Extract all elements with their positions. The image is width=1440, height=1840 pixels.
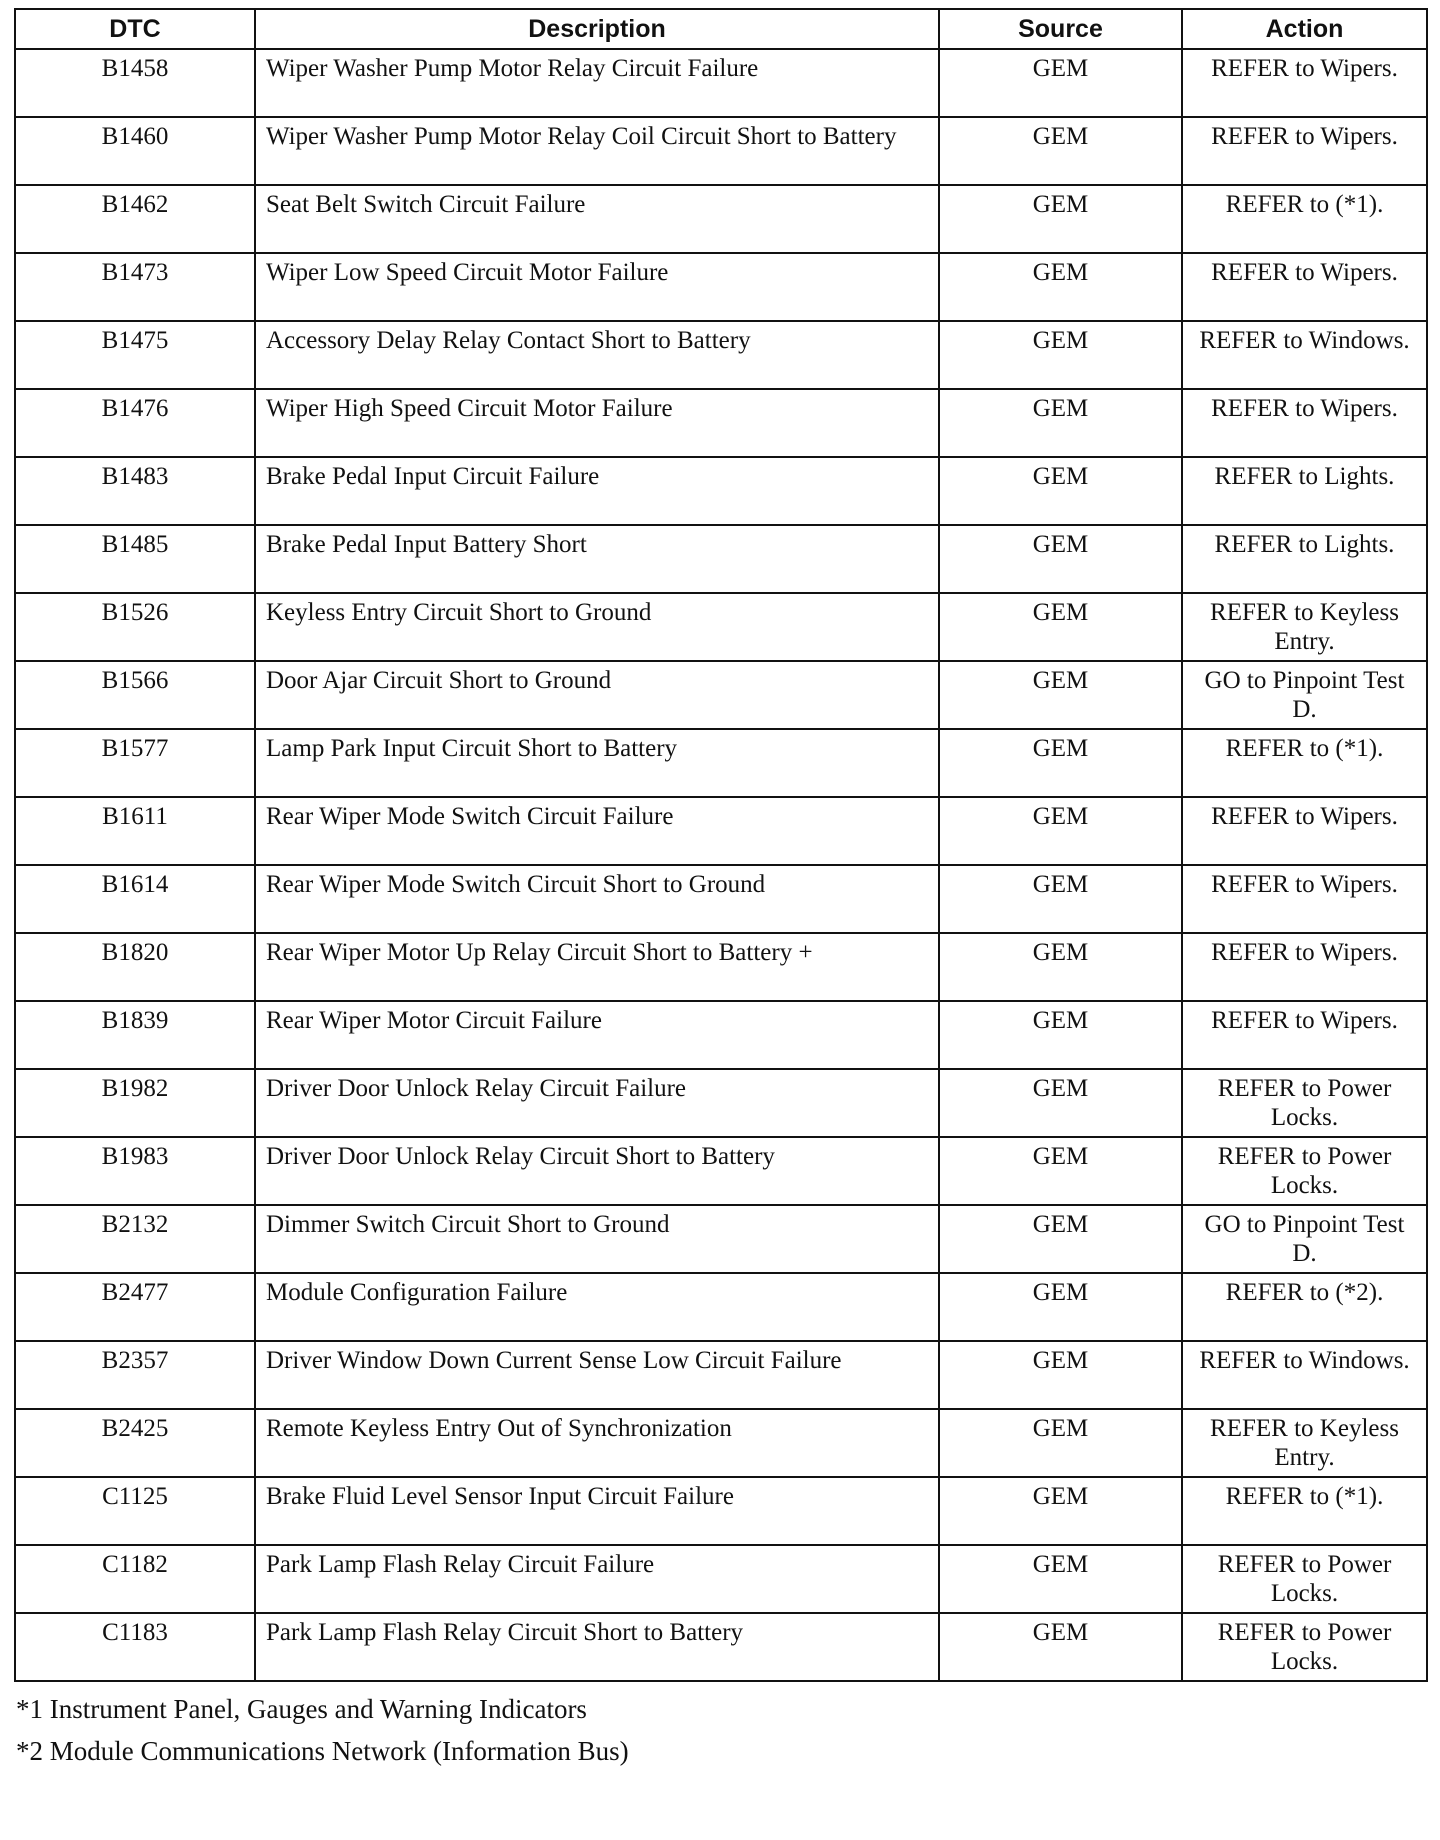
cell-dtc: B1820 — [15, 933, 255, 1001]
cell-dtc: B2425 — [15, 1409, 255, 1477]
cell-description: Keyless Entry Circuit Short to Ground — [255, 593, 939, 661]
cell-source: GEM — [939, 49, 1182, 117]
table-row — [15, 1273, 1427, 1341]
cell-description: Rear Wiper Motor Circuit Failure — [255, 1001, 939, 1069]
cell-description: Park Lamp Flash Relay Circuit Failure — [255, 1545, 939, 1613]
cell-dtc: B1458 — [15, 49, 255, 117]
cell-source: GEM — [939, 1205, 1182, 1273]
cell-dtc: B1982 — [15, 1069, 255, 1137]
cell-description: Brake Pedal Input Battery Short — [255, 525, 939, 593]
cell-action: REFER to (*1). — [1182, 729, 1427, 797]
cell-action: REFER to Wipers. — [1182, 1001, 1427, 1069]
table-row — [15, 661, 1427, 729]
cell-description: Driver Door Unlock Relay Circuit Failure — [255, 1069, 939, 1137]
cell-description: Park Lamp Flash Relay Circuit Short to Battery — [255, 1613, 939, 1681]
cell-dtc: B1483 — [15, 457, 255, 525]
table-row — [15, 729, 1427, 797]
cell-description: Brake Pedal Input Circuit Failure — [255, 457, 939, 525]
table-row — [15, 797, 1427, 865]
cell-description: Wiper Washer Pump Motor Relay Coil Circuit Short to Battery — [255, 117, 939, 185]
cell-dtc: B1566 — [15, 661, 255, 729]
cell-source: GEM — [939, 1477, 1182, 1545]
cell-source: GEM — [939, 1341, 1182, 1409]
table-row — [15, 1205, 1427, 1273]
cell-description: Brake Fluid Level Sensor Input Circuit Failure — [255, 1477, 939, 1545]
cell-dtc: B1476 — [15, 389, 255, 457]
table-row — [15, 1341, 1427, 1409]
cell-description: Wiper Low Speed Circuit Motor Failure — [255, 253, 939, 321]
table-row — [15, 865, 1427, 933]
dtc-document — [14, 8, 1426, 1772]
table-row — [15, 457, 1427, 525]
cell-action: REFER to Power Locks. — [1182, 1545, 1427, 1613]
cell-source: GEM — [939, 253, 1182, 321]
cell-description: Seat Belt Switch Circuit Failure — [255, 185, 939, 253]
table-row — [15, 525, 1427, 593]
footnote-1: *1 Instrument Panel, Gauges and Warning Indicators — [16, 1694, 587, 1724]
cell-description: Door Ajar Circuit Short to Ground — [255, 661, 939, 729]
table-body — [15, 49, 1427, 1681]
cell-dtc: B2477 — [15, 1273, 255, 1341]
cell-action: REFER to Wipers. — [1182, 797, 1427, 865]
cell-action: REFER to Power Locks. — [1182, 1137, 1427, 1205]
cell-action: REFER to Lights. — [1182, 457, 1427, 525]
cell-action: REFER to Wipers. — [1182, 933, 1427, 1001]
cell-description: Lamp Park Input Circuit Short to Battery — [255, 729, 939, 797]
cell-description: Wiper High Speed Circuit Motor Failure — [255, 389, 939, 457]
cell-action: REFER to Keyless Entry. — [1182, 593, 1427, 661]
cell-action: REFER to (*1). — [1182, 1477, 1427, 1545]
header-dtc: DTC — [15, 9, 255, 49]
cell-dtc: B1526 — [15, 593, 255, 661]
cell-description: Remote Keyless Entry Out of Synchronization — [255, 1409, 939, 1477]
cell-source: GEM — [939, 525, 1182, 593]
cell-action: REFER to (*2). — [1182, 1273, 1427, 1341]
cell-dtc: B1614 — [15, 865, 255, 933]
cell-dtc: B1473 — [15, 253, 255, 321]
table-row — [15, 1069, 1427, 1137]
cell-dtc: B2357 — [15, 1341, 255, 1409]
cell-dtc: B1485 — [15, 525, 255, 593]
cell-dtc: B1460 — [15, 117, 255, 185]
cell-action: REFER to Wipers. — [1182, 253, 1427, 321]
cell-source: GEM — [939, 933, 1182, 1001]
cell-description: Module Configuration Failure — [255, 1273, 939, 1341]
cell-source: GEM — [939, 1137, 1182, 1205]
cell-action: REFER to Power Locks. — [1182, 1613, 1427, 1681]
table-row — [15, 1137, 1427, 1205]
cell-source: GEM — [939, 729, 1182, 797]
cell-description: Driver Door Unlock Relay Circuit Short to Battery — [255, 1137, 939, 1205]
cell-source: GEM — [939, 321, 1182, 389]
table-row — [15, 389, 1427, 457]
cell-action: GO to Pinpoint Test D. — [1182, 1205, 1427, 1273]
cell-source: GEM — [939, 1613, 1182, 1681]
cell-dtc: B1611 — [15, 797, 255, 865]
cell-dtc: C1182 — [15, 1545, 255, 1613]
cell-source: GEM — [939, 185, 1182, 253]
cell-dtc: C1125 — [15, 1477, 255, 1545]
cell-dtc: B1462 — [15, 185, 255, 253]
cell-dtc: B1839 — [15, 1001, 255, 1069]
cell-description: Accessory Delay Relay Contact Short to Battery — [255, 321, 939, 389]
table-row — [15, 253, 1427, 321]
cell-source: GEM — [939, 661, 1182, 729]
cell-description: Rear Wiper Mode Switch Circuit Short to Ground — [255, 865, 939, 933]
cell-description: Driver Window Down Current Sense Low Circuit Failure — [255, 1341, 939, 1409]
cell-description: Dimmer Switch Circuit Short to Ground — [255, 1205, 939, 1273]
table-row — [15, 1409, 1427, 1477]
cell-dtc: B1475 — [15, 321, 255, 389]
cell-source: GEM — [939, 797, 1182, 865]
dtc-table — [14, 8, 1428, 1682]
table-row — [15, 1545, 1427, 1613]
cell-source: GEM — [939, 457, 1182, 525]
cell-source: GEM — [939, 1001, 1182, 1069]
cell-source: GEM — [939, 1273, 1182, 1341]
cell-source: GEM — [939, 1409, 1182, 1477]
cell-dtc: B1577 — [15, 729, 255, 797]
cell-source: GEM — [939, 117, 1182, 185]
table-row — [15, 933, 1427, 1001]
cell-action: REFER to Keyless Entry. — [1182, 1409, 1427, 1477]
table-row — [15, 1001, 1427, 1069]
cell-action: REFER to Windows. — [1182, 1341, 1427, 1409]
cell-action: REFER to Windows. — [1182, 321, 1427, 389]
header-source: Source — [939, 9, 1182, 49]
cell-action: REFER to Wipers. — [1182, 865, 1427, 933]
cell-description: Wiper Washer Pump Motor Relay Circuit Failure — [255, 49, 939, 117]
table-row — [15, 1613, 1427, 1681]
cell-action: REFER to Wipers. — [1182, 117, 1427, 185]
table-row — [15, 1477, 1427, 1545]
header-action: Action — [1182, 9, 1427, 49]
cell-dtc: B1983 — [15, 1137, 255, 1205]
table-row — [15, 117, 1427, 185]
cell-action: REFER to Wipers. — [1182, 49, 1427, 117]
cell-action: REFER to Lights. — [1182, 525, 1427, 593]
cell-dtc: C1183 — [15, 1613, 255, 1681]
footnote-2: *2 Module Communications Network (Information Bus) — [16, 1736, 629, 1766]
table-row — [15, 185, 1427, 253]
cell-dtc: B2132 — [15, 1205, 255, 1273]
cell-source: GEM — [939, 1069, 1182, 1137]
cell-source: GEM — [939, 389, 1182, 457]
cell-action: REFER to (*1). — [1182, 185, 1427, 253]
cell-source: GEM — [939, 1545, 1182, 1613]
header-description: Description — [255, 9, 939, 49]
header-row — [15, 9, 1427, 49]
cell-action: REFER to Power Locks. — [1182, 1069, 1427, 1137]
table-row — [15, 321, 1427, 389]
cell-source: GEM — [939, 865, 1182, 933]
footnotes — [14, 1688, 1426, 1772]
cell-action: REFER to Wipers. — [1182, 389, 1427, 457]
cell-source: GEM — [939, 593, 1182, 661]
table-row — [15, 593, 1427, 661]
table-row — [15, 49, 1427, 117]
cell-action: GO to Pinpoint Test D. — [1182, 661, 1427, 729]
cell-description: Rear Wiper Mode Switch Circuit Failure — [255, 797, 939, 865]
cell-description: Rear Wiper Motor Up Relay Circuit Short to Battery + — [255, 933, 939, 1001]
